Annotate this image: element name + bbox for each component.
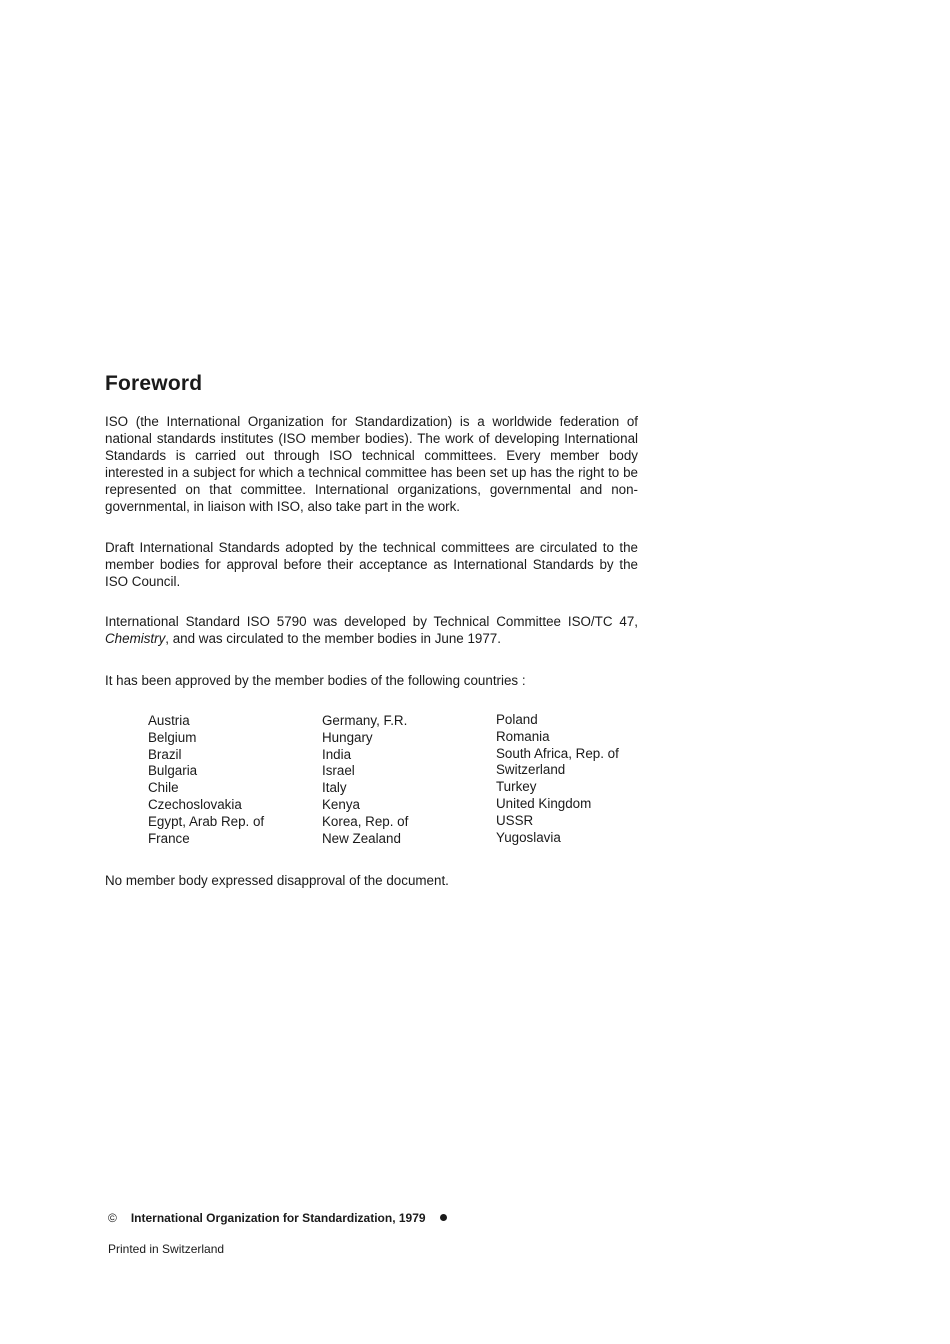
country-item: Bulgaria [148, 763, 198, 779]
country-item: Czechoslovakia [148, 796, 242, 812]
approval-intro: It has been approved by the member bodies of the following countries : [105, 673, 526, 688]
paragraph-3-text-start: International Standard ISO 5790 was developed by Technical Committee ISO/TC 47, [105, 614, 638, 629]
countries-column-2 [322, 713, 408, 847]
foreword-paragraph-2: Draft International Standards adopted by the technical committees are circulated to the member bodies for approval before their acceptance as International Standards by the ISO Council. [105, 540, 638, 589]
country-item: Switzerland [496, 762, 566, 778]
country-item: Yugoslavia [496, 829, 561, 845]
committee-name-emphasis: Chemistry [105, 631, 166, 646]
country-item: Chile [148, 780, 179, 796]
country-item: New Zealand [322, 830, 401, 846]
page-title: Foreword [105, 372, 203, 395]
bullet-icon [440, 1214, 447, 1221]
copyright-line [108, 1211, 447, 1225]
country-item: Turkey [496, 779, 537, 795]
country-item: Romania [496, 728, 550, 744]
country-item: United Kingdom [496, 795, 592, 811]
country-item: Germany, F.R. [322, 713, 408, 728]
foreword-paragraph-3 [105, 613, 638, 647]
copyright-text: International Organization for Standardization, 1979 [130, 1211, 426, 1225]
countries-column-1 [148, 713, 264, 847]
country-item: India [322, 746, 352, 762]
foreword-paragraph-1: ISO (the International Organization for Standardization) is a worldwide federation of national standards institutes (ISO member bodies). The work of developing International Standards is carried out through ISO technical committees. Every member body interested in a subject for which a technical committee has been set up has the right to be represented on that committee. International organizations, governmental and non-governmental, in liaison with ISO, also take part in the work. [105, 414, 638, 514]
country-item: Austria [148, 713, 190, 728]
copyright-icon: © [108, 1211, 117, 1225]
member-countries-list [148, 713, 648, 853]
country-item: Poland [496, 712, 538, 727]
country-item: Korea, Rep. of [322, 813, 409, 829]
country-item: USSR [496, 812, 534, 828]
country-item: Brazil [148, 746, 182, 762]
country-item: South Africa, Rep. of [496, 745, 619, 761]
disapproval-note: No member body expressed disapproval of the document. [105, 873, 449, 888]
countries-column-3 [496, 712, 619, 846]
country-item: Kenya [322, 796, 360, 812]
country-item: Israel [322, 763, 355, 779]
country-item: France [148, 830, 190, 846]
country-item: Hungary [322, 729, 373, 745]
country-item: Italy [322, 780, 347, 796]
country-item: Belgium [148, 729, 197, 745]
country-item: Egypt, Arab Rep. of [148, 813, 265, 829]
printed-location: Printed in Switzerland [108, 1242, 225, 1256]
paragraph-3-text-end: , and was circulated to the member bodies in June 1977. [165, 631, 501, 646]
